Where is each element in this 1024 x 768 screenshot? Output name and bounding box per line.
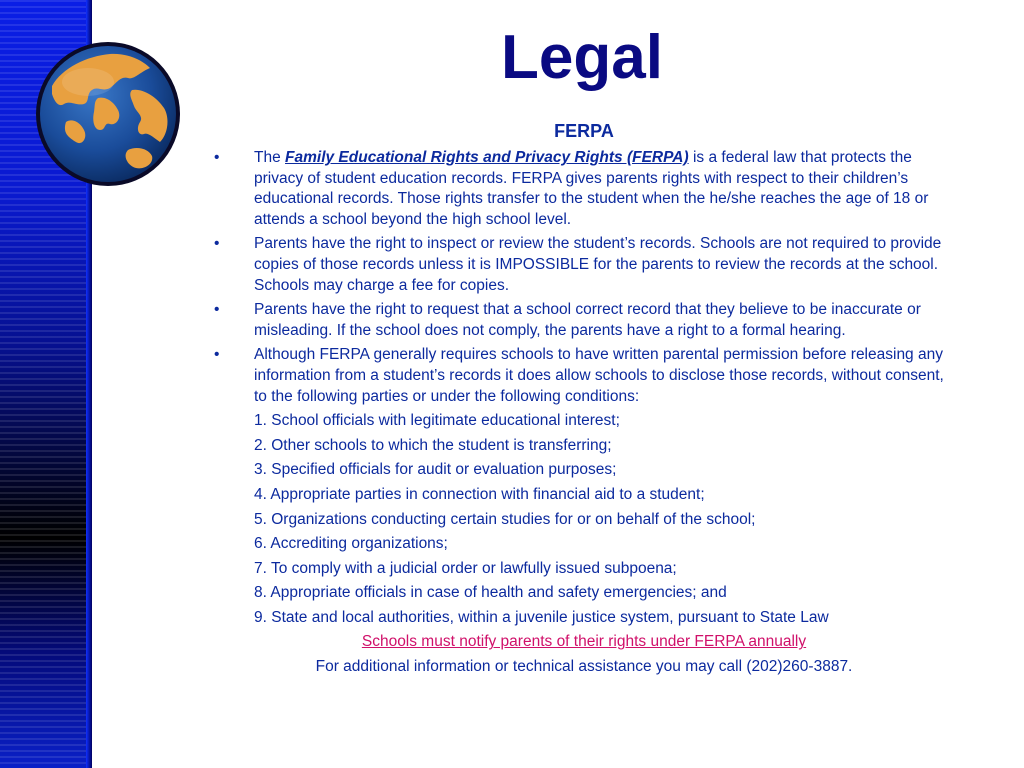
annual-notice-link[interactable]: Schools must notify parents of their rights under FERPA annually [361, 633, 807, 651]
bullet-text: Parents have the right to request that a school correct record that they believe to be inaccurate or misleading. If the school does not comply, the parents have a right to a formal hearing. [254, 301, 921, 339]
bullet-marker: • [214, 235, 220, 253]
condition-item: 6. Accrediting organizations; [254, 535, 448, 553]
condition-item: 4. Appropriate parties in connection with financial aid to a student; [254, 485, 705, 503]
bullet-marker: • [214, 346, 220, 364]
condition-item: 1. School officials with legitimate educational interest; [254, 412, 620, 430]
section-subtitle: FERPA [554, 121, 614, 141]
condition-item: 5. Organizations conducting certain studies for or on behalf of the school; [254, 510, 756, 528]
bullet-text: Parents have the right to inspect or review the student’s records. Schools are not required to provide copies of those records unless it is IMPOSSIBLE for the parents to review the records at the school. Schools may charge a fee for copies. [254, 235, 942, 294]
contact-info: For additional information or technical assistance you may call (202)260-3887. [315, 658, 853, 676]
condition-item: 7. To comply with a judicial order or lawfully issued subpoena; [254, 559, 677, 577]
condition-item: 2. Other schools to which the student is transferring; [254, 436, 612, 454]
condition-item: 9. State and local authorities, within a juvenile justice system, pursuant to State Law [254, 608, 829, 626]
slide-content [214, 120, 954, 678]
bullet-marker: • [214, 301, 220, 319]
bullet-marker: • [214, 149, 220, 166]
bullet-item-intro [214, 148, 954, 230]
bullet-item [214, 234, 954, 296]
condition-item: 8. Appropriate officials in case of health and safety emergencies; and [254, 584, 727, 602]
condition-item: 3. Specified officials for audit or evaluation purposes; [254, 461, 617, 479]
bullet-text: Although FERPA generally requires schools to have written parental permission before releasing any information from a student’s records it does allow schools to disclose those records, without consent, to the following parties or under the following conditions: [254, 346, 944, 405]
page-title: Legal [501, 23, 663, 92]
bullet-item [214, 345, 954, 407]
bullet-item [214, 300, 954, 341]
intro-suffix: is a federal law that protects the privacy of student education records. FERPA gives parents rights with respect to their children’s educational records. Those rights transfer to the student when the he/she reaches the age of 18 or attends a school beyond the high school level. [254, 149, 929, 228]
notice-line [214, 632, 954, 653]
ferpa-link[interactable]: Family Educational Rights and Privacy Rights (FERPA) [285, 149, 689, 166]
intro-prefix: The [254, 149, 286, 166]
